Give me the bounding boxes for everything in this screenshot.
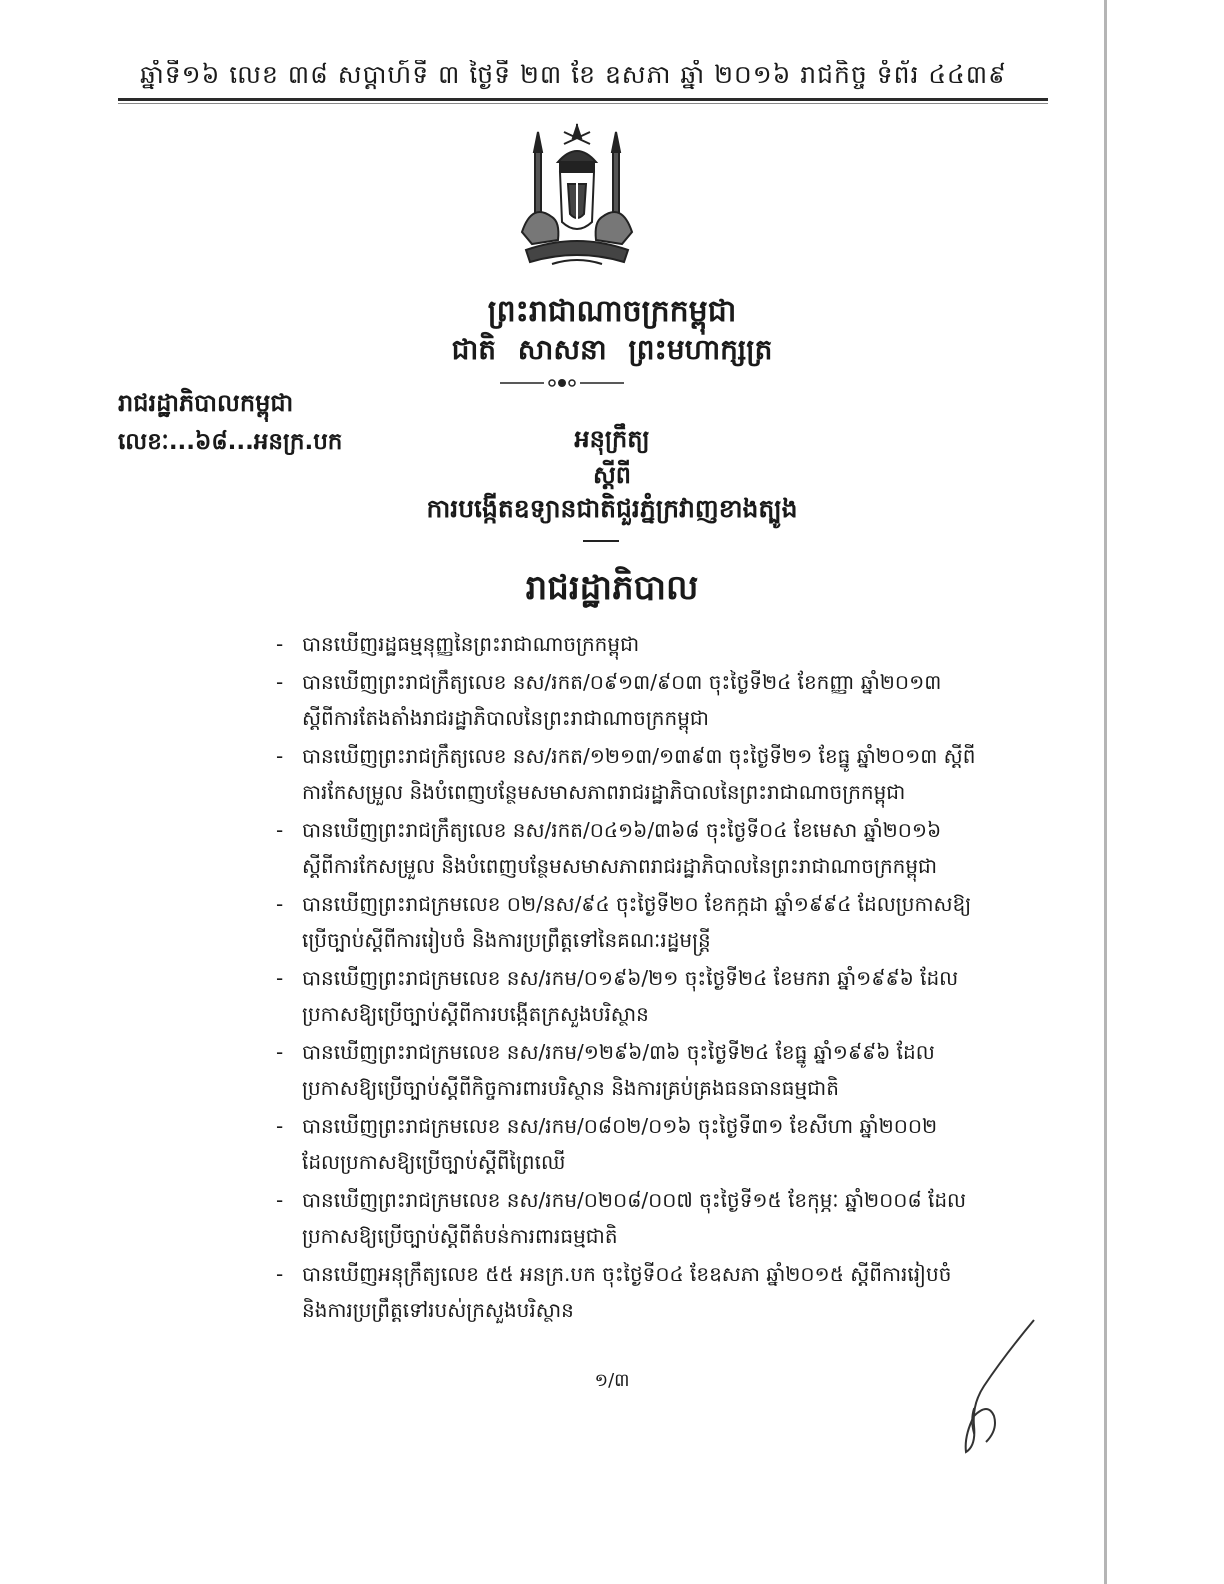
consideration-text: បានឃើញព្រះរាជក្រមលេខ នស/រកម/១២៩៦/៣៦ ចុះថ្ងៃទី២៤ ខែធ្នូ ឆ្នាំ១៩៩៦ ដែលប្រកាសឱ្យប្រើច្បាប់ស្តីពីកិច្ចការពារបរិស្ថាន និងការគ្រប់គ្រងធនធានធម្មជាតិ xyxy=(302,1040,935,1100)
page-number: ១/៣ xyxy=(594,1370,630,1391)
kingdom-title: ព្រះរាជាណាចក្រកម្ពុជា xyxy=(487,294,737,329)
consideration-text: បានឃើញរដ្ឋធម្មនុញ្ញនៃព្រះរាជាណាចក្រកម្ពុជា xyxy=(302,632,640,656)
header-rule xyxy=(118,98,1048,101)
consideration-text: បានឃើញព្រះរាជក្រឹត្យលេខ នស/រកត/០៩១៣/៩០៣ ចុះថ្ងៃទី២៤ ខែកញ្ញា ឆ្នាំ២០១៣ ស្តីពីការតែងតាំងរាជរដ្ឋាភិបាលនៃព្រះរាជាណាចក្រកម្ពុជា xyxy=(302,670,942,730)
issuing-authority: រាជរដ្ឋាភិបាលកម្ពុជា xyxy=(118,389,294,417)
list-item: - បានឃើញអនុក្រឹត្យលេខ ៥៥ អនក្រ.បក ចុះថ្ងៃទី០៤ ខែឧសភា ឆ្នាំ២០១៥ ស្តីពីការរៀបចំ និងការប្រព្រឹត្តទៅរបស់ក្រសួងបរិស្ថាន xyxy=(276,1262,952,1322)
consideration-text: បានឃើញព្រះរាជក្រឹត្យលេខ នស/រកត/១២១៣/១៣៩៣ ចុះថ្ងៃទី២១ ខែធ្នូ ឆ្នាំ២០១៣ ស្តីពីការកែសម្រួល និងបំពេញបន្ថែមសមាសភាពរាជរដ្ឋាភិបាលនៃព្រះរាជាណាចក្រកម្ពុជា xyxy=(302,744,976,804)
divider-ornament-icon xyxy=(500,376,624,390)
list-item: - បានឃើញព្រះរាជក្រមលេខ នស/រកម/០២០៨/០០៧ ចុះថ្ងៃទី១៥ ខែកុម្ភៈ ឆ្នាំ២០០៨ ដែលប្រកាសឱ្យប្រើច្បាប់ស្តីពីតំបន់ការពារធម្មជាតិ xyxy=(276,1188,967,1248)
consideration-text: បានឃើញអនុក្រឹត្យលេខ ៥៥ អនក្រ.បក ចុះថ្ងៃទី០៤ ខែឧសភា ឆ្នាំ២០១៥ ស្តីពីការរៀបចំ និងការប្រព្រឹត្តទៅរបស់ក្រសួងបរិស្ថាន xyxy=(302,1262,952,1322)
scan-edge xyxy=(1104,0,1107,1584)
national-motto: ជាតិ សាសនា ព្រះមហាក្សត្រ xyxy=(451,333,773,366)
document-number: លេខៈ...៦៨...អនក្រ.បក xyxy=(118,429,343,455)
consideration-text: បានឃើញព្រះរាជក្រឹត្យលេខ នស/រកត/០៤១៦/៣៦៨ ចុះថ្ងៃទី០៤ ខែមេសា ឆ្នាំ២០១៦ ស្តីពីការកែសម្រួល និងបំពេញបន្ថែមសមាសភាពរាជរដ្ឋាភិបាលនៃព្រះរាជាណាចក្រកម្ពុជា xyxy=(302,818,942,878)
list-item: - បានឃើញព្រះរាជក្រមលេខ នស/រកម/១២៩៦/៣៦ ចុះថ្ងៃទី២៤ ខែធ្នូ ឆ្នាំ១៩៩៦ ដែលប្រកាសឱ្យប្រើច្បាប់ស្តីពីកិច្ចការពារបរិស្ថាន និងការគ្រប់គ្រងធនធានធម្មជាតិ xyxy=(276,1040,935,1100)
list-item: - បានឃើញព្រះរាជក្រឹត្យលេខ នស/រកត/០៤១៦/៣៦៨ ចុះថ្ងៃទី០៤ ខែមេសា ឆ្នាំ២០១៦ ស្តីពីការកែសម្រួល និងបំពេញបន្ថែមសមាសភាពរាជរដ្ឋាភិបាលនៃព្រះរាជាណាចក្រកម្ពុជា xyxy=(276,818,942,878)
list-item: - បានឃើញព្រះរាជក្រមលេខ ០២/នស/៩៤ ចុះថ្ងៃទី២០ ខែកក្កដា ឆ្នាំ១៩៩៤ ដែលប្រកាសឱ្យប្រើច្បាប់ស្តីពីការរៀបចំ និងការប្រព្រឹត្តទៅនៃគណៈរដ្ឋមន្ត្រី xyxy=(276,892,972,952)
document-type: អនុក្រឹត្យ xyxy=(574,425,650,453)
enacting-authority: រាជរដ្ឋាភិបាល xyxy=(525,568,699,608)
gazette-header: ឆ្នាំទី១៦ លេខ ៣៨ សប្តាហ៍ទី ៣ ថ្ងៃទី ២៣ ខែ ឧសភា ឆ្នាំ ២០១៦ រាជកិច្ច ទំព័រ ៤៤៣៩ xyxy=(140,60,1007,89)
consideration-text: បានឃើញព្រះរាជក្រមលេខ នស/រកម/០៨០២/០១៦ ចុះថ្ងៃទី៣១ ខែសីហា ឆ្នាំ២០០២ ដែលប្រកាសឱ្យប្រើច្បាប់ស្តីពីព្រៃឈើ xyxy=(302,1114,938,1174)
royal-coat-of-arms-icon xyxy=(512,122,642,272)
list-item: - បានឃើញព្រះរាជក្រមលេខ នស/រកម/០១៩៦/២១ ចុះថ្ងៃទី២៤ ខែមករា ឆ្នាំ១៩៩៦ ដែលប្រកាសឱ្យប្រើច្បាប់ស្តីពីការបង្កើតក្រសួងបរិស្ថាន xyxy=(276,966,959,1026)
list-item: - បានឃើញព្រះរាជក្រមលេខ នស/រកម/០៨០២/០១៦ ចុះថ្ងៃទី៣១ ខែសីហា ឆ្នាំ២០០២ ដែលប្រកាសឱ្យប្រើច្បាប់ស្តីពីព្រៃឈើ xyxy=(276,1114,938,1174)
consideration-text: បានឃើញព្រះរាជក្រមលេខ ០២/នស/៩៤ ចុះថ្ងៃទី២០ ខែកក្កដា ឆ្នាំ១៩៩៤ ដែលប្រកាសឱ្យប្រើច្បាប់ស្តីពីការរៀបចំ និងការប្រព្រឹត្តទៅនៃគណៈរដ្ឋមន្ត្រី xyxy=(302,892,972,952)
about-label: ស្តីពី xyxy=(592,461,632,489)
consideration-text: បានឃើញព្រះរាជក្រមលេខ នស/រកម/០១៩៦/២១ ចុះថ្ងៃទី២៤ ខែមករា ឆ្នាំ១៩៩៦ ដែលប្រកាសឱ្យប្រើច្បាប់ស្តីពីការបង្កើតក្រសួងបរិស្ថាន xyxy=(302,966,959,1026)
list-item: - បានឃើញរដ្ឋធម្មនុញ្ញនៃព្រះរាជាណាចក្រកម្ពុជា xyxy=(276,632,640,656)
header-rule-thin xyxy=(118,103,1048,104)
consideration-text: បានឃើញព្រះរាជក្រមលេខ នស/រកម/០២០៨/០០៧ ចុះថ្ងៃទី១៥ ខែកុម្ភៈ ឆ្នាំ២០០៨ ដែលប្រកាសឱ្យប្រើច្បាប់ស្តីពីតំបន់ការពារធម្មជាតិ xyxy=(302,1188,967,1248)
document-subject: ការបង្កើតឧទ្យានជាតិជួរភ្នំក្រវាញខាងត្បូង xyxy=(426,494,798,523)
list-item: - បានឃើញព្រះរាជក្រឹត្យលេខ នស/រកត/០៩១៣/៩០៣ ចុះថ្ងៃទី២៤ ខែកញ្ញា ឆ្នាំ២០១៣ ស្តីពីការតែងតាំងរាជរដ្ឋាភិបាលនៃព្រះរាជាណាចក្រកម្ពុជា xyxy=(276,670,942,730)
considerations-list xyxy=(276,626,976,1330)
signature-icon xyxy=(944,1316,1044,1456)
list-item: - បានឃើញព្រះរាជក្រឹត្យលេខ នស/រកត/១២១៣/១៣៩៣ ចុះថ្ងៃទី២១ ខែធ្នូ ឆ្នាំ២០១៣ ស្តីពីការកែសម្រួល និងបំពេញបន្ថែមសមាសភាពរាជរដ្ឋាភិបាលនៃព្រះរាជាណាចក្រកម្ពុជា xyxy=(276,744,976,804)
subject-underline xyxy=(583,540,619,542)
